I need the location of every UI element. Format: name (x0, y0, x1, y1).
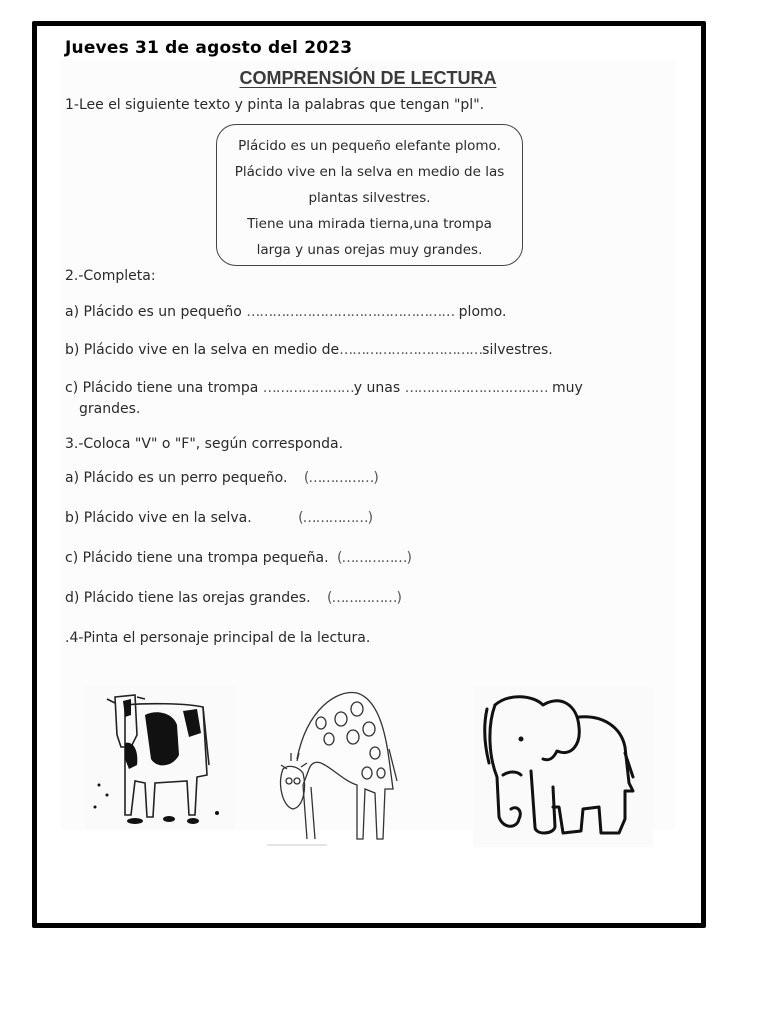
fill-blank[interactable]: …………………………… (404, 380, 548, 396)
cow-drawing-icon[interactable] (85, 685, 235, 830)
item-suffix: plomo. (454, 304, 507, 320)
tf-item-b (65, 510, 372, 526)
complete-item-a (65, 304, 506, 320)
tf-item-c (65, 550, 411, 566)
story-line: Tiene una mirada tierna,una trompa (247, 216, 492, 232)
complete-item-c (65, 380, 583, 396)
tf-statement: c) Plácido tiene una trompa pequeña. (65, 550, 329, 566)
fill-blank[interactable]: ………………… (262, 380, 354, 396)
story-box (216, 124, 523, 266)
tf-statement: d) Plácido tiene las orejas grandes. (65, 590, 311, 606)
complete-item-c-continuation: grandes. (79, 401, 141, 417)
item-prefix: c) Plácido tiene una trompa (65, 380, 263, 396)
item-suffix: silvestres. (482, 342, 553, 358)
section4-heading: .4-Pinta el personaje principal de la lectura. (65, 630, 371, 646)
worksheet-frame (32, 21, 706, 928)
item-prefix: b) Plácido vive en la selva en medio de (65, 342, 340, 358)
section1-instruction: 1-Lee el siguiente texto y pinta la palabras que tengan "pl". (65, 97, 485, 113)
story-line: Plácido es un pequeño elefante plomo. (238, 138, 501, 154)
section3-heading: 3.-Coloca "V" o "F", según corresponda. (65, 436, 344, 452)
complete-item-b (65, 342, 553, 358)
fill-blank[interactable]: ………………………………………… (246, 304, 455, 320)
tf-answer-blank[interactable]: (……………) (303, 470, 378, 486)
fill-blank[interactable]: …………………………… (339, 342, 483, 358)
elephant-drawing-icon[interactable] (473, 687, 653, 847)
tf-answer-blank[interactable]: (……………) (298, 510, 373, 526)
item-suffix: muy (547, 380, 583, 396)
story-line: larga y unas orejas muy grandes. (256, 242, 483, 258)
worksheet-sheet (61, 60, 675, 830)
giraffe-drawing-icon[interactable] (257, 689, 407, 849)
worksheet-title: COMPRENSIÓN DE LECTURA (239, 68, 497, 88)
story-line: plantas silvestres. (308, 190, 431, 206)
section2-heading: 2.-Completa: (65, 268, 156, 284)
tf-item-d (65, 590, 401, 606)
tf-statement: a) Plácido es un perro pequeño. (65, 470, 288, 486)
tf-item-a (65, 470, 378, 486)
tf-statement: b) Plácido vive en la selva. (65, 510, 252, 526)
tf-answer-blank[interactable]: (……………) (326, 590, 401, 606)
story-line: Plácido vive en la selva en medio de las (234, 164, 505, 180)
item-prefix: a) Plácido es un pequeño (65, 304, 247, 320)
animal-images (61, 685, 675, 850)
date-heading: Jueves 31 de agosto del 2023 (65, 38, 353, 58)
item-middle: y unas (353, 380, 405, 396)
tf-answer-blank[interactable]: (……………) (337, 550, 411, 566)
